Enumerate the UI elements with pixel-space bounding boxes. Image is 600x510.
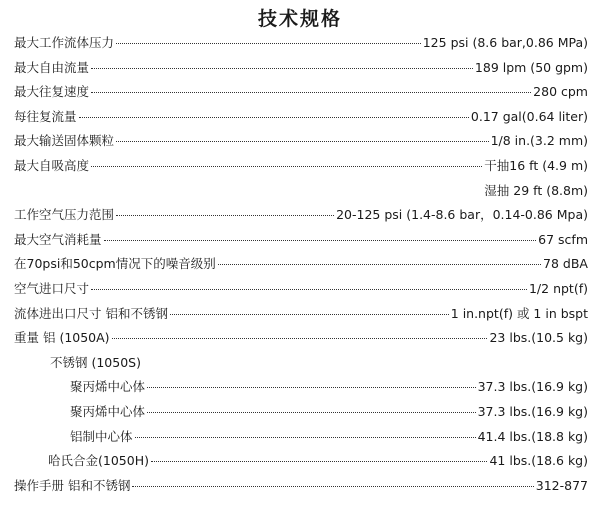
- spec-label: 不锈钢 (1050S): [50, 354, 141, 370]
- spec-value: 41 lbs.(18.6 kg): [489, 453, 588, 469]
- spec-row-max-air-consumption: [14, 230, 588, 255]
- spec-row-suction-lift-wet: [14, 181, 588, 206]
- dot-leader: [135, 437, 476, 438]
- dot-leader: [116, 43, 421, 44]
- spec-row-weight-aluminum-center: [14, 427, 588, 452]
- dot-leader: [91, 92, 531, 93]
- spec-row-manual: [14, 476, 588, 501]
- dot-leader: [91, 289, 527, 290]
- spec-row-air-inlet-size: [14, 279, 588, 304]
- spec-value: 280 cpm: [533, 84, 588, 100]
- spec-label: 最大往复速度: [14, 84, 90, 100]
- spec-row-max-free-flow: [14, 58, 588, 83]
- spec-value: 1 in.npt(f) 或 1 in bspt: [450, 305, 588, 321]
- spec-value: 41.4 lbs.(18.8 kg): [477, 428, 588, 444]
- dot-leader: [112, 338, 488, 339]
- dot-leader: [151, 461, 488, 462]
- spec-value: 189 lpm (50 gpm): [474, 59, 588, 75]
- spec-label: 最大输送固体颗粒: [14, 133, 115, 149]
- dot-leader: [116, 141, 489, 142]
- spec-label: 操作手册 铝和不锈钢: [14, 477, 131, 493]
- dot-leader: [132, 486, 533, 487]
- spec-value: 125 psi (8.6 bar,0.86 MPa): [422, 35, 588, 50]
- spec-value: 67 scfm: [538, 231, 588, 247]
- spec-label: 哈氏合金(1050H): [48, 453, 149, 469]
- spec-row-weight-stainless-header: [14, 353, 588, 378]
- spec-value: 湿抽 29 ft (8.8m): [484, 182, 588, 198]
- spec-value: 23 lbs.(10.5 kg): [489, 330, 588, 346]
- spec-row-noise-level: [14, 254, 588, 279]
- spec-row-weight-polypropylene-center-1: [14, 377, 588, 402]
- spec-label: 聚丙烯中心体: [70, 403, 146, 419]
- page-title: 技术规格: [257, 8, 342, 30]
- dot-leader: [147, 412, 476, 413]
- spec-label: 流体进出口尺寸 铝和不锈钢: [14, 305, 168, 321]
- spec-value: 1/2 npt(f): [528, 280, 588, 296]
- dot-leader: [79, 117, 469, 118]
- spec-label: 聚丙烯中心体: [70, 379, 146, 395]
- spec-label: 铝制中心体: [70, 428, 133, 444]
- spec-label: 最大空气消耗量: [14, 231, 102, 247]
- spec-row-weight-hastelloy: [14, 451, 588, 476]
- spec-row-max-suction-lift: [14, 156, 588, 181]
- spec-row-max-cycle-speed: [14, 82, 588, 107]
- spec-row-max-solids: [14, 131, 588, 156]
- dot-leader: [104, 240, 537, 241]
- dot-leader: [91, 68, 473, 69]
- dot-leader: [147, 387, 476, 388]
- dot-leader: [218, 264, 541, 265]
- spec-value: 20-125 psi (1.4-8.6 bar，0.14-0.86 Mpa): [336, 207, 588, 223]
- spec-value: 78 dBA: [543, 256, 588, 272]
- spec-label: 每往复流量: [14, 108, 77, 124]
- spec-label: 重量 铝 (1050A): [14, 330, 110, 346]
- spec-row-air-pressure-range: [14, 205, 588, 230]
- spec-value: 1/8 in.(3.2 mm): [490, 133, 588, 149]
- spec-value: 37.3 lbs.(16.9 kg): [477, 403, 588, 419]
- spec-value: 干抽16 ft (4.9 m): [484, 157, 588, 173]
- spec-label: 最大工作流体压力: [14, 35, 115, 50]
- spec-row-max-fluid-pressure: [14, 33, 588, 58]
- spec-list: [14, 33, 588, 500]
- spec-label: 工作空气压力范围: [14, 207, 115, 223]
- spec-row-weight-aluminum: [14, 328, 588, 353]
- dot-leader: [91, 166, 482, 167]
- spec-value: 0.17 gal(0.64 liter): [470, 108, 588, 124]
- spec-row-flow-per-cycle: [14, 107, 588, 132]
- dot-leader: [116, 215, 334, 216]
- spec-label: 在70psi和50cpm情况下的噪音级别: [14, 256, 216, 272]
- spec-row-weight-polypropylene-center-2: [14, 402, 588, 427]
- spec-label: 空气进口尺寸: [14, 280, 90, 296]
- spec-value: 37.3 lbs.(16.9 kg): [477, 379, 588, 395]
- dot-leader: [170, 314, 449, 315]
- spec-value: 312-877: [535, 477, 588, 493]
- spec-row-fluid-port-size: [14, 304, 588, 329]
- spec-label: 最大自吸高度: [14, 157, 90, 173]
- spec-label: 最大自由流量: [14, 59, 90, 75]
